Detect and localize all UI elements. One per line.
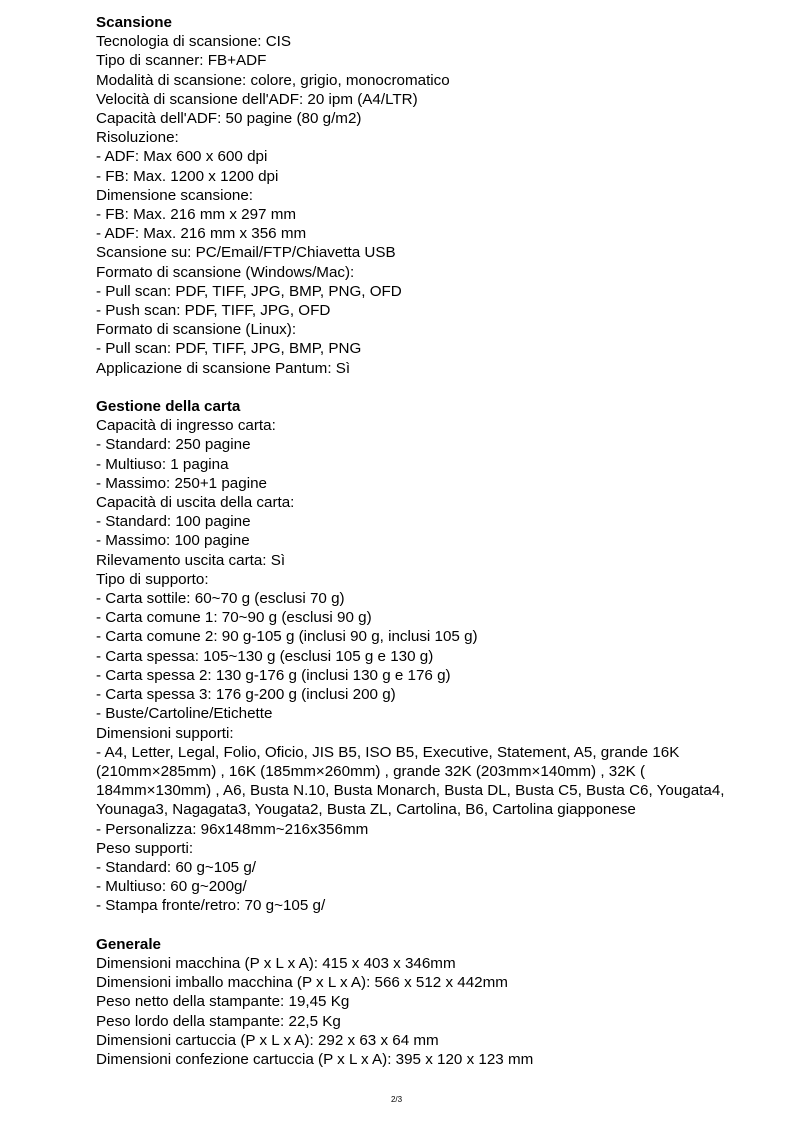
spec-line: - Pull scan: PDF, TIFF, JPG, BMP, PNG <box>96 340 362 358</box>
spec-line: Dimensione scansione: <box>96 186 254 204</box>
spec-line: - Carta spessa 3: 176 g-200 g (inclusi 200 g) <box>96 686 396 704</box>
spec-line: - FB: Max. 1200 x 1200 dpi <box>96 167 279 185</box>
section-title: Generale <box>96 935 162 953</box>
spec-line: - Stampa fronte/retro: 70 g~105 g/ <box>96 897 326 915</box>
spec-line: Peso netto della stampante: 19,45 Kg <box>96 993 350 1011</box>
section-gestione-carta <box>96 397 756 915</box>
spec-line: - Buste/Cartoline/Etichette <box>96 705 273 723</box>
spec-line-media-sizes: - A4, Letter, Legal, Folio, Oficio, JIS B5, ISO B5, Executive, Statement, A5, grande 16K (210mm×285mm) , 16K (185mm×260mm) , grande 32K (203mm×140mm) , 32K ( 184mm×130mm) , A6, Busta N.10, Busta Monarch, Busta DL, Busta C5, Busta C6, Yougata4, Younaga3, Nagagata3, Yougata2, Busta ZL, Cartolina, B6, Cartolina giapponese <box>96 743 725 819</box>
spec-line: Risoluzione: <box>96 129 179 147</box>
spec-line: Tecnologia di scansione: CIS <box>96 33 292 51</box>
spec-line: Velocità di scansione dell'ADF: 20 ipm (A4/LTR) <box>96 90 418 108</box>
spec-line: - Push scan: PDF, TIFF, JPG, OFD <box>96 302 331 320</box>
spec-line: - Massimo: 100 pagine <box>96 532 250 550</box>
spec-line: Dimensioni confezione cartuccia (P x L x A): 395 x 120 x 123 mm <box>96 1050 534 1068</box>
spec-line: - Standard: 250 pagine <box>96 436 251 454</box>
spec-line: - ADF: Max. 216 mm x 356 mm <box>96 225 307 243</box>
spec-line: Dimensioni macchina (P x L x A): 415 x 403 x 346mm <box>96 954 456 972</box>
spec-line: Capacità dell'ADF: 50 pagine (80 g/m2) <box>96 110 362 128</box>
spec-line: Rilevamento uscita carta: Sì <box>96 551 286 569</box>
section-title: Scansione <box>96 14 172 31</box>
section-title: Gestione della carta <box>96 398 241 416</box>
page-number: 2/3 <box>390 1095 403 1104</box>
document-body <box>96 13 756 1069</box>
section-spacer <box>96 916 756 935</box>
spec-line: Peso lordo della stampante: 22,5 Kg <box>96 1012 341 1030</box>
spec-line: Peso supporti: <box>96 839 194 857</box>
spec-line: - Multiuso: 1 pagina <box>96 455 229 473</box>
spec-line: - Massimo: 250+1 pagine <box>96 474 267 492</box>
spec-line: - Personalizza: 96x148mm~216x356mm <box>96 820 369 838</box>
spec-line: Dimensioni cartuccia (P x L x A): 292 x 63 x 64 mm <box>96 1031 439 1049</box>
spec-line: - Pull scan: PDF, TIFF, JPG, BMP, PNG, OFD <box>96 282 402 300</box>
spec-line: Modalità di scansione: colore, grigio, monocromatico <box>96 71 450 89</box>
spec-line: - Carta comune 2: 90 g-105 g (inclusi 90 g, inclusi 105 g) <box>96 628 478 646</box>
spec-line: - Standard: 100 pagine <box>96 513 251 531</box>
spec-line: - ADF: Max 600 x 600 dpi <box>96 148 268 166</box>
spec-line: - Carta spessa 2: 130 g-176 g (inclusi 130 g e 176 g) <box>96 666 451 684</box>
spec-line: Capacità di ingresso carta: <box>96 417 276 435</box>
section-spacer <box>96 378 756 397</box>
spec-line: Formato di scansione (Windows/Mac): <box>96 263 355 281</box>
spec-line: Formato di scansione (Linux): <box>96 321 297 339</box>
spec-line: Tipo di scanner: FB+ADF <box>96 52 267 70</box>
section-generale <box>96 935 756 1069</box>
spec-line: - Carta comune 1: 70~90 g (esclusi 90 g) <box>96 609 372 627</box>
spec-line: Capacità di uscita della carta: <box>96 494 295 512</box>
spec-line: - Carta sottile: 60~70 g (esclusi 70 g) <box>96 590 345 608</box>
section-scansione <box>96 13 756 378</box>
spec-line: - Multiuso: 60 g~200g/ <box>96 878 247 896</box>
spec-line: - FB: Max. 216 mm x 297 mm <box>96 206 297 224</box>
spec-line: Dimensioni imballo macchina (P x L x A): 566 x 512 x 442mm <box>96 974 508 992</box>
spec-line: Dimensioni supporti: <box>96 724 234 742</box>
spec-line: - Standard: 60 g~105 g/ <box>96 858 257 876</box>
spec-line: Tipo di supporto: <box>96 570 209 588</box>
spec-line: - Carta spessa: 105~130 g (esclusi 105 g e 130 g) <box>96 647 434 665</box>
spec-line: Applicazione di scansione Pantum: Sì <box>96 359 351 377</box>
spec-line: Scansione su: PC/Email/FTP/Chiavetta USB <box>96 244 396 262</box>
